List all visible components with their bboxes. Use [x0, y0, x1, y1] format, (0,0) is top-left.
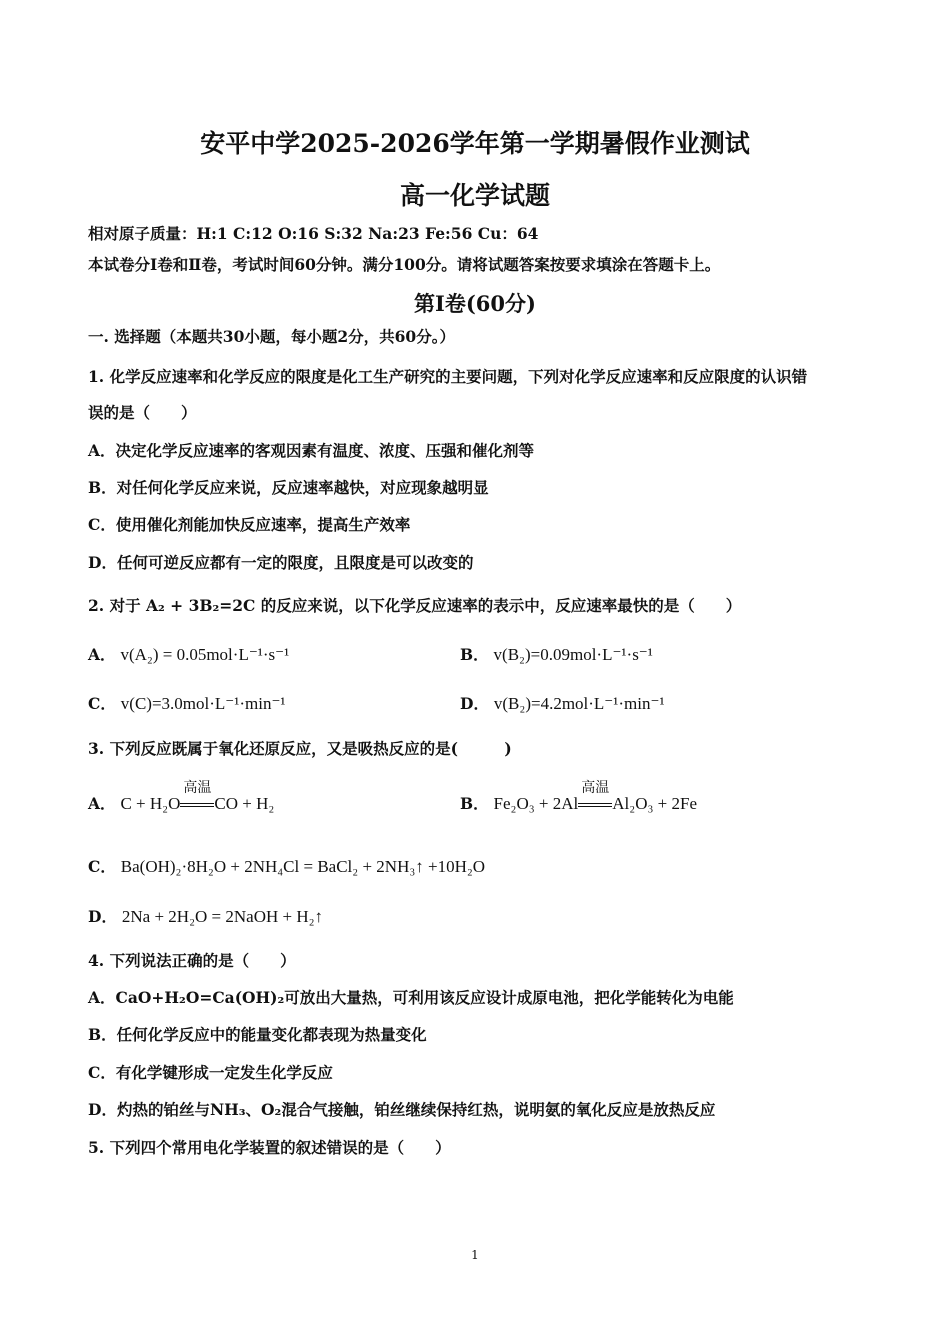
q3-c-label: C． — [88, 857, 116, 876]
q2-option-d: v(B₂)=4.2mol·L⁻¹·min⁻¹ — [493, 694, 665, 713]
q2-row-cd — [88, 694, 665, 714]
instructions: 本试卷分Ⅰ卷和Ⅱ卷，考试时间60分钟。满分100分。请将试题答案按要求填涂在答题卡上。 — [88, 255, 721, 274]
exam-title: 安平中学2025-2026学年第一学期暑假作业测试 — [200, 129, 750, 158]
section-title: 第Ⅰ卷(60分) — [414, 291, 536, 316]
q3-row-c — [88, 857, 485, 877]
q4-option-b: B．任何化学反应中的能量变化都表现为热量变化 — [88, 1025, 427, 1044]
q3-a-label: A． — [88, 794, 116, 813]
q4-option-a: A．CaO+H₂O=Ca(OH)₂可放出大量热，可利用该反应设计成原电池，把化学能转化为电能 — [88, 988, 734, 1007]
condition-label: 高温 — [183, 780, 212, 796]
q1-option-d: D．任何可逆反应都有一定的限度，且限度是可以改变的 — [88, 553, 474, 572]
q2-option-a: v(A₂) = 0.05mol·L⁻¹·s⁻¹ — [120, 645, 290, 664]
q2-option-b: v(B₂)=0.09mol·L⁻¹·s⁻¹ — [493, 645, 653, 664]
page-number: 1 — [471, 1248, 479, 1262]
q1-stem-line2: 误的是（ ） — [88, 403, 197, 422]
q2-b-label: B． — [460, 645, 489, 664]
q4-stem: 4. 下列说法正确的是（ ） — [88, 951, 296, 970]
q3-d-label: D． — [88, 907, 117, 926]
q3-b-products: Al₂O₃ + 2Fe — [612, 794, 697, 813]
part-heading: 一. 选择题（本题共30小题，每小题2分，共60分。） — [88, 327, 455, 346]
q2-row-ab — [88, 645, 653, 665]
q3-b-label: B． — [460, 794, 489, 813]
q1-option-b: B．对任何化学反应来说，反应速率越快，对应现象越明显 — [88, 478, 489, 497]
q2-a-label: A． — [88, 645, 116, 664]
q3-row-ab — [88, 780, 697, 814]
q4-option-c: C．有化学键形成一定发生化学反应 — [88, 1063, 333, 1082]
condition-label: 高温 — [581, 780, 610, 796]
q1-option-c: C．使用催化剂能加快反应速率，提高生产效率 — [88, 515, 411, 534]
high-temp-arrow — [180, 780, 214, 814]
q2-c-label: C． — [88, 694, 116, 713]
high-temp-arrow — [578, 780, 612, 814]
exam-subtitle: 高一化学试题 — [399, 181, 550, 210]
q3-a-products: CO + H₂ — [214, 794, 275, 813]
q2-stem: 2. 对于 A₂ + 3B₂=2C 的反应来说，以下化学反应速率的表示中，反应速率最快的是（ ） — [88, 596, 742, 615]
q5-stem: 5. 下列四个常用电化学装置的叙述错误的是（ ） — [88, 1138, 451, 1157]
atomic-masses: 相对原子质量：H:1 C:12 O:16 S:32 Na:23 Fe:56 Cu：64 — [88, 224, 539, 243]
q2-d-label: D． — [460, 694, 489, 713]
q3-option-d: 2Na + 2H₂O = 2NaOH + H₂↑ — [121, 907, 324, 926]
q1-stem-line1: 1. 化学反应速率和化学反应的限度是化工生产研究的主要问题，下列对化学反应速率和反应限度的认识错 — [88, 367, 808, 386]
q4-option-d: D．灼热的铂丝与NH₃、O₂混合气接触，铂丝继续保持红热，说明氨的氧化反应是放热反应 — [88, 1100, 716, 1119]
q3-b-reactants: Fe₂O₃ + 2Al — [493, 794, 579, 813]
q3-option-c: Ba(OH)₂·8H₂O + 2NH₄Cl = BaCl₂ + 2NH₃↑ +10H₂O — [120, 857, 486, 876]
q3-a-reactants: C + H₂O — [120, 794, 181, 813]
q1-option-a: A．决定化学反应速率的客观因素有温度、浓度、压强和催化剂等 — [88, 441, 535, 460]
q3-row-d — [88, 907, 323, 927]
q3-stem: 3. 下列反应既属于氧化还原反应，又是吸热反应的是( ) — [88, 739, 512, 758]
q2-option-c: v(C)=3.0mol·L⁻¹·min⁻¹ — [120, 694, 286, 713]
